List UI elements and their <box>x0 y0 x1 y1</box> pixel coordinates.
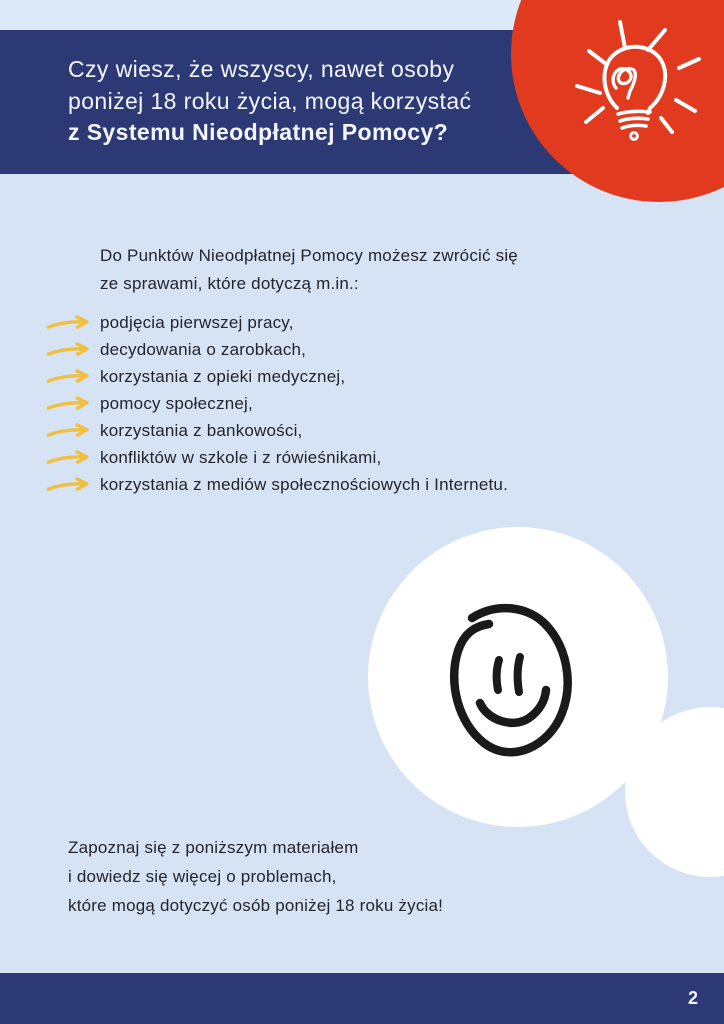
page-title <box>68 54 471 149</box>
arrow-icon <box>46 476 93 493</box>
list-item-label: pomocy społecznej, <box>100 393 253 413</box>
lightbulb-icon <box>562 6 724 158</box>
title-line-2: poniżej 18 roku życia, mogą korzystać <box>68 87 472 114</box>
list-item <box>46 444 646 471</box>
list-item <box>46 336 646 363</box>
arrow-icon <box>46 341 93 358</box>
footer-bar <box>0 973 724 1024</box>
list-item <box>46 390 646 417</box>
outro-line-3: które mogą dotyczyć osób poniżej 18 roku życia! <box>68 896 444 915</box>
list-item-label: korzystania z bankowości, <box>100 420 303 440</box>
list-item-label: decydowania o zarobkach, <box>100 339 307 359</box>
intro-text <box>100 242 518 298</box>
list-item-label: korzystania z mediów społecznościowych i Internetu. <box>100 474 508 494</box>
title-line-3: z Systemu Nieodpłatnej Pomocy? <box>68 119 449 145</box>
smiley-icon <box>425 596 595 776</box>
title-line-1: Czy wiesz, że wszyscy, nawet osoby <box>68 56 455 82</box>
arrow-icon <box>46 449 93 466</box>
list-item-label: konfliktów w szkole i z rówieśnikami, <box>100 447 382 467</box>
list-item <box>46 471 646 498</box>
list-item <box>46 363 646 390</box>
arrow-icon <box>46 422 93 439</box>
page-number: 2 <box>687 988 698 1008</box>
outro-line-1: Zapoznaj się z poniższym materiałem <box>68 838 359 857</box>
intro-line-2: ze sprawami, które dotyczą m.in.: <box>100 274 359 293</box>
list-item-label: podjęcia pierwszej pracy, <box>100 312 294 332</box>
list-item-label: korzystania z opieki medycznej, <box>100 366 346 386</box>
arrow-icon <box>46 314 93 331</box>
outro-line-2: i dowiedz się więcej o problemach, <box>68 867 337 886</box>
arrow-icon <box>46 368 93 385</box>
arrow-icon <box>46 395 93 412</box>
intro-line-1: Do Punktów Nieodpłatnej Pomocy możesz zwrócić się <box>100 246 518 265</box>
bullet-list <box>46 309 646 498</box>
list-item <box>46 417 646 444</box>
list-item <box>46 309 646 336</box>
outro-text <box>68 833 443 920</box>
